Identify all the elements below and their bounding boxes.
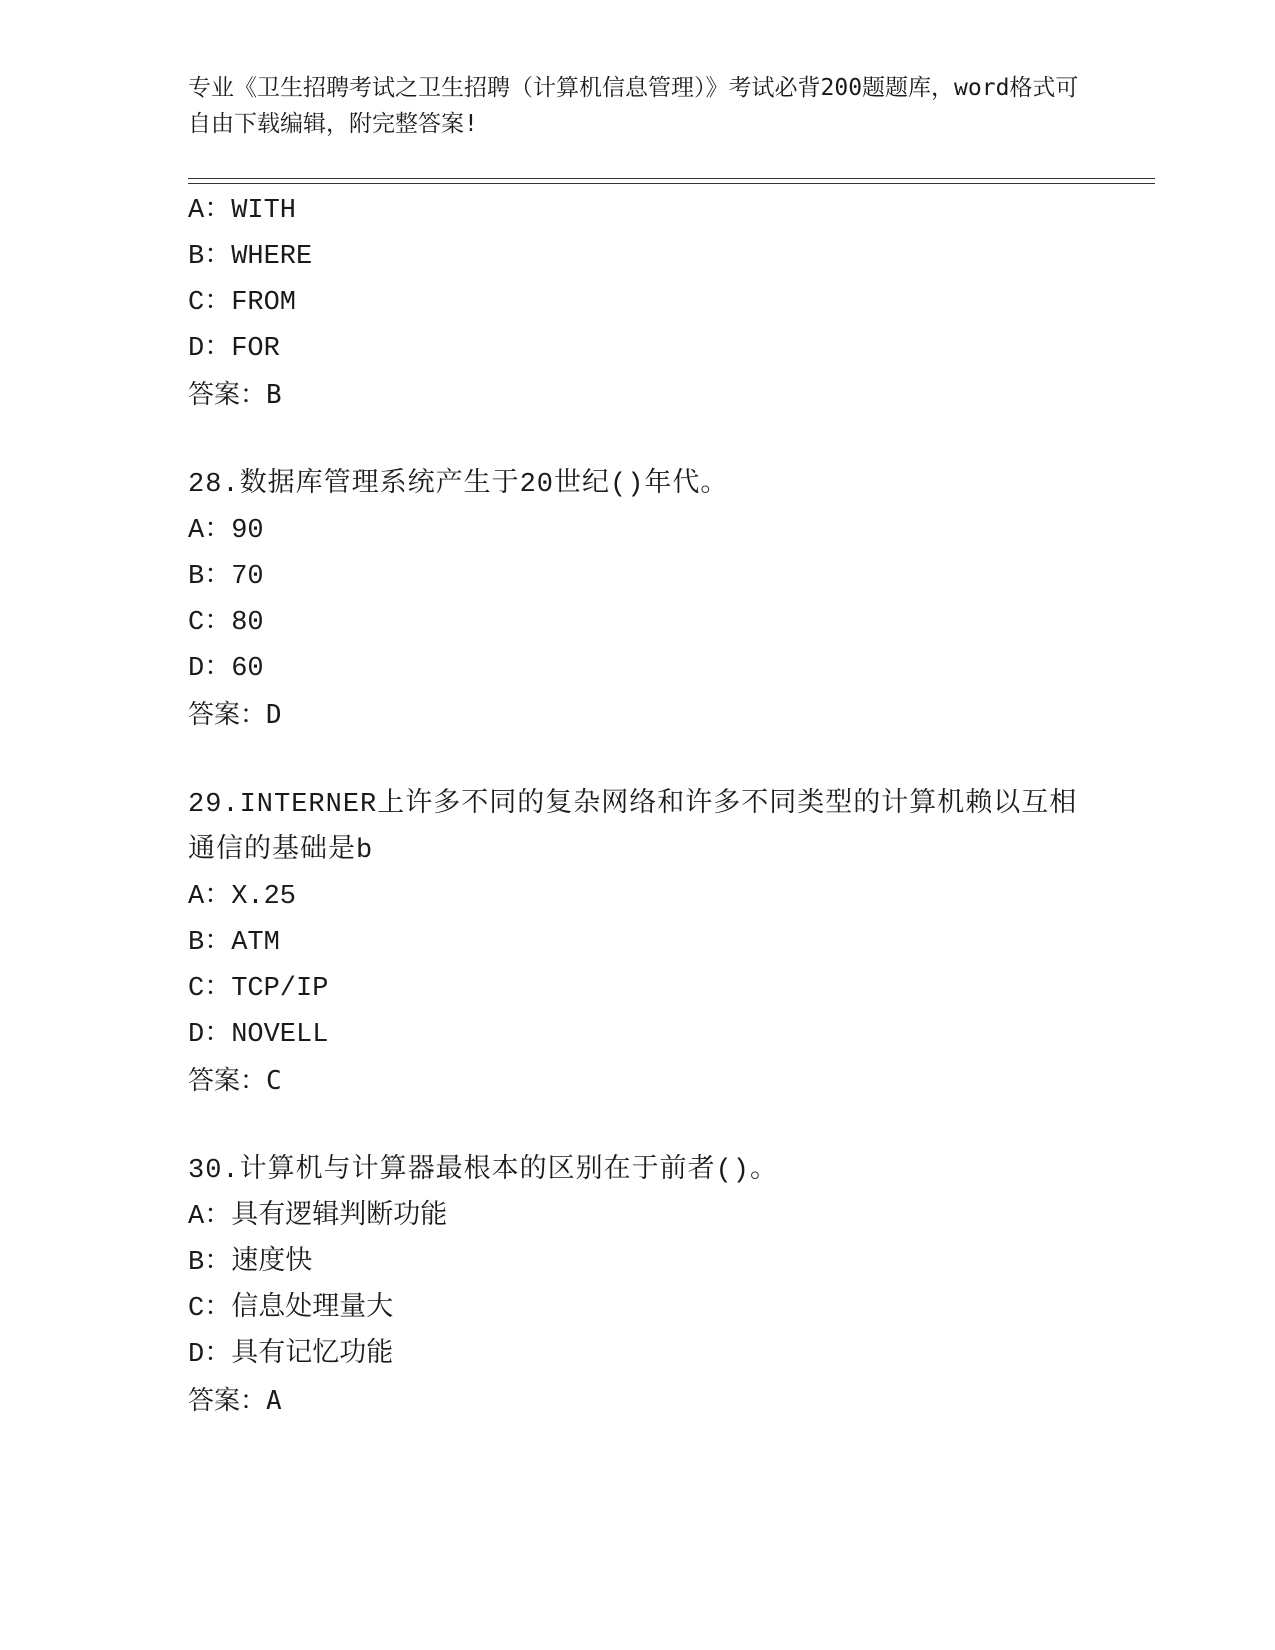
option-a: A：90 <box>188 516 264 546</box>
answer-label: 答案：C <box>188 1066 282 1096</box>
option-a: A：具有逻辑判断功能 <box>188 1202 448 1232</box>
question-block-28 <box>188 462 1088 738</box>
option-c: C：TCP/IP <box>188 974 329 1004</box>
question-block-27 <box>188 188 1088 418</box>
option-c: C：信息处理量大 <box>188 1294 394 1324</box>
document-header: 专业《卫生招聘考试之卫生招聘（计算机信息管理）》考试必背200题题库，word格式可自由下载编辑，附完整答案! <box>188 75 1079 137</box>
answer-label: 答案：A <box>188 1386 282 1416</box>
header-divider-bottom <box>188 183 1155 184</box>
question-block-30 <box>188 1148 1088 1424</box>
option-d: D：NOVELL <box>188 1020 329 1050</box>
option-a: A：WITH <box>188 196 297 226</box>
answer-label: 答案：D <box>188 700 282 730</box>
option-d: D：FOR <box>188 334 280 364</box>
option-d: D：具有记忆功能 <box>188 1340 394 1370</box>
question-text: 30.计算机与计算器最根本的区别在于前者()。 <box>188 1156 779 1186</box>
question-block-29 <box>188 782 1088 1104</box>
option-a: A：X.25 <box>188 882 297 912</box>
option-b: B：WHERE <box>188 242 313 272</box>
answer-label: 答案：B <box>188 380 282 410</box>
question-text: 29.INTERNER上许多不同的复杂网络和许多不同类型的计算机赖以互相通信的基础是b <box>188 790 1078 866</box>
question-list <box>188 188 1088 1424</box>
question-text: 28.数据库管理系统产生于20世纪()年代。 <box>188 470 729 500</box>
header-divider-top <box>188 178 1155 179</box>
option-b: B：ATM <box>188 928 280 958</box>
option-b: B：70 <box>188 562 264 592</box>
option-c: C：FROM <box>188 288 297 318</box>
option-b: B：速度快 <box>188 1248 313 1278</box>
option-c: C：80 <box>188 608 264 638</box>
option-d: D：60 <box>188 654 264 684</box>
